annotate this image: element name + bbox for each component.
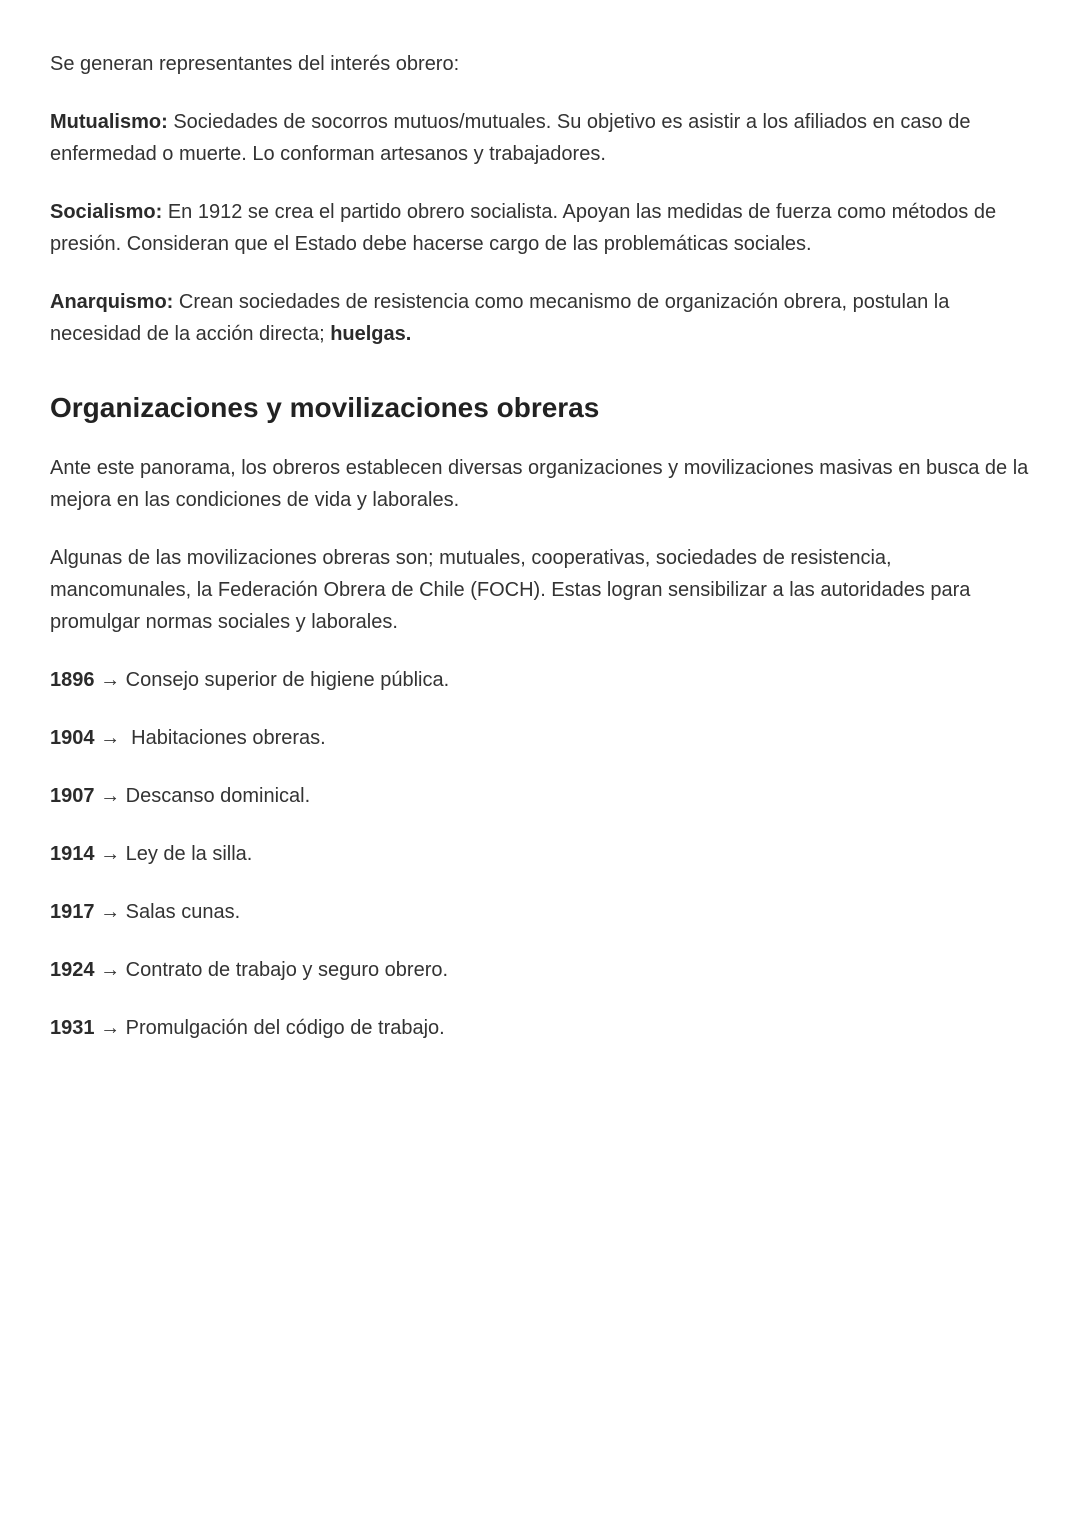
timeline-event: Promulgación del código de trabajo.	[125, 1017, 445, 1040]
paragraph-mutualismo	[50, 106, 1038, 170]
term-anarquismo: Anarquismo:	[50, 291, 174, 313]
right-arrow-icon: →	[100, 727, 121, 750]
paragraph-socialismo-text: En 1912 se crea el partido obrero socialista. Apoyan las medidas de fuerza como métodos de presión. Consideran que el Estado debe hacerse cargo de las problemáticas sociales.	[50, 201, 997, 255]
intro-paragraph: Se generan representantes del interés obrero:	[50, 53, 460, 75]
timeline-year: 1907	[50, 785, 95, 808]
paragraph-anarquismo	[50, 286, 1038, 350]
paragraph-anarquismo-text: Crean sociedades de resistencia como mecanismo de organización obrera, postulan la necesidad de la acción directa;	[50, 291, 950, 345]
timeline-item-1907	[50, 780, 1038, 812]
timeline-year: 1924	[50, 959, 95, 982]
paragraph-mutualismo-text: Sociedades de socorros mutuos/mutuales. Su objetivo es asistir a los afiliados en caso de enfermedad o muerte. Lo conforman artesanos y trabajadores.	[50, 111, 971, 165]
section-paragraph-2: Algunas de las movilizaciones obreras son; mutuales, cooperativas, sociedades de resistencia, mancomunales, la Federación Obrera de Chile (FOCH). Estas logran sensibilizar a las autoridades para promulgar normas sociales y laborales.	[50, 547, 971, 634]
timeline-item-1917	[50, 896, 1038, 928]
timeline-year: 1914	[50, 843, 95, 866]
term-mutualismo: Mutualismo:	[50, 111, 168, 133]
timeline-event: Consejo superior de higiene pública.	[125, 669, 450, 692]
paragraph-socialismo	[50, 196, 1038, 260]
timeline-year: 1896	[50, 669, 95, 692]
section-heading: Organizaciones y movilizaciones obreras	[50, 392, 600, 423]
right-arrow-icon: →	[100, 669, 121, 692]
right-arrow-icon: →	[100, 785, 121, 808]
right-arrow-icon: →	[100, 959, 121, 982]
term-socialismo: Socialismo:	[50, 201, 163, 223]
timeline-event: Habitaciones obreras.	[125, 727, 326, 750]
timeline-item-1896	[50, 664, 1038, 696]
timeline-year: 1904	[50, 727, 95, 750]
timeline-item-1914	[50, 838, 1038, 870]
right-arrow-icon: →	[100, 901, 121, 924]
right-arrow-icon: →	[100, 1017, 121, 1040]
right-arrow-icon: →	[100, 843, 121, 866]
timeline-item-1904	[50, 722, 1038, 754]
timeline-event: Descanso dominical.	[125, 785, 311, 808]
timeline-year: 1917	[50, 901, 95, 924]
timeline-event: Contrato de trabajo y seguro obrero.	[125, 959, 449, 982]
bold-huelgas: huelgas.	[330, 323, 412, 345]
timeline-event: Salas cunas.	[125, 901, 241, 924]
timeline-event: Ley de la silla.	[125, 843, 253, 866]
section-paragraph-1: Ante este panorama, los obreros establecen diversas organizaciones y movilizaciones masivas en busca de la mejora en las condiciones de vida y laborales.	[50, 457, 1029, 512]
timeline-item-1924	[50, 954, 1038, 986]
timeline-item-1931	[50, 1012, 1038, 1044]
timeline-year: 1931	[50, 1017, 95, 1040]
